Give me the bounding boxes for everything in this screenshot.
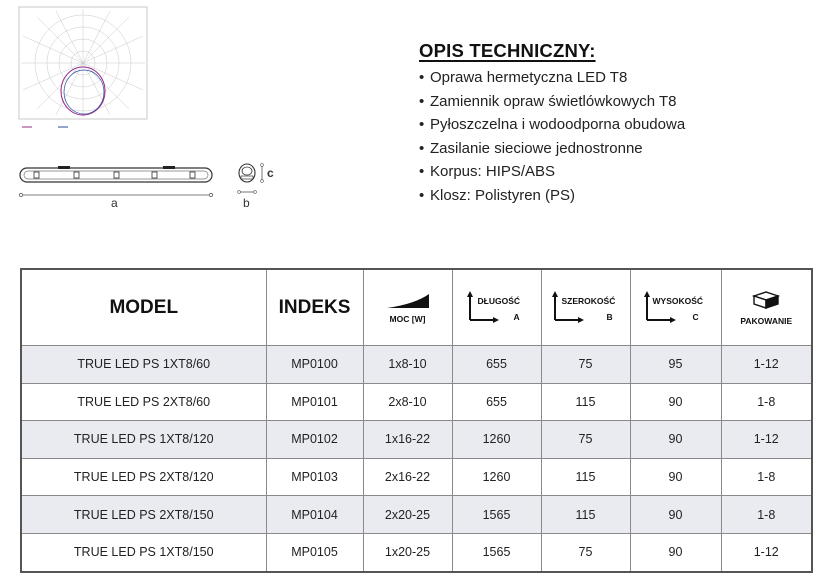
cell-power: 1x20-25: [363, 533, 452, 571]
spec-item: • Pyłoszczelna i wodoodporna obudowa: [419, 116, 686, 134]
cell-length: 1565: [452, 496, 541, 534]
product-table: [20, 268, 813, 573]
cell-index: MP0101: [266, 383, 363, 421]
header-width: SZEROKOŚĆ B: [541, 269, 630, 346]
spec-item: • Klosz: Polistyren (PS): [419, 186, 576, 204]
header-power: MOC [W]: [363, 269, 452, 346]
cell-power: 1x16-22: [363, 421, 452, 459]
cell-packing: 1-8: [721, 383, 812, 421]
cell-packing: 1-12: [721, 346, 812, 384]
header-length: DŁUGOŚĆ A: [452, 269, 541, 346]
cell-index: MP0103: [266, 458, 363, 496]
table-row: [21, 383, 812, 421]
power-ramp-icon: [385, 292, 431, 310]
table-row: [21, 421, 812, 459]
cell-height: 90: [630, 421, 721, 459]
header-model: MODEL: [21, 269, 266, 346]
cell-model: TRUE LED PS 2XT8/120: [21, 458, 266, 496]
cell-packing: 1-12: [721, 533, 812, 571]
polar-light-distribution-diagram: [18, 6, 152, 132]
spec-title: OPIS TECHNICZNY:: [419, 40, 596, 61]
header-index: INDEKS: [266, 269, 363, 346]
cell-power: 2x8-10: [363, 383, 452, 421]
table-row: [21, 458, 812, 496]
cell-model: TRUE LED PS 1XT8/60: [21, 346, 266, 384]
cell-height: 90: [630, 383, 721, 421]
spec-item: • Zamiennik opraw świetlówkowych T8: [419, 92, 677, 110]
fixture-side-view-drawing: [18, 160, 218, 210]
header-height: WYSOKOŚĆ C: [630, 269, 721, 346]
cell-height: 95: [630, 346, 721, 384]
cell-packing: 1-12: [721, 421, 812, 459]
cell-power: 2x20-25: [363, 496, 452, 534]
cell-height: 90: [630, 533, 721, 571]
spec-item: • Zasilanie sieciowe jednostronne: [419, 139, 643, 157]
cell-height: 90: [630, 458, 721, 496]
cell-length: 1260: [452, 421, 541, 459]
cell-index: MP0102: [266, 421, 363, 459]
cell-width: 75: [541, 346, 630, 384]
dimension-label-b: b: [243, 196, 250, 210]
fixture-end-view-drawing: [234, 162, 284, 212]
table-row: [21, 496, 812, 534]
cell-power: 2x16-22: [363, 458, 452, 496]
cell-model: TRUE LED PS 2XT8/150: [21, 496, 266, 534]
cell-packing: 1-8: [721, 496, 812, 534]
cell-length: 1260: [452, 458, 541, 496]
dimension-label-c: c: [267, 166, 274, 180]
spec-list: [419, 66, 809, 208]
spec-item: • Korpus: HIPS/ABS: [419, 163, 556, 181]
cell-index: MP0100: [266, 346, 363, 384]
cell-width: 115: [541, 458, 630, 496]
technical-description: [419, 40, 809, 208]
header-packing: PAKOWANIE: [721, 269, 812, 346]
cell-index: MP0105: [266, 533, 363, 571]
cell-model: TRUE LED PS 1XT8/120: [21, 421, 266, 459]
cell-power: 1x8-10: [363, 346, 452, 384]
box-icon: [751, 290, 781, 310]
cell-model: TRUE LED PS 2XT8/60: [21, 383, 266, 421]
dimension-label-a: a: [111, 196, 118, 210]
table-header-row: [21, 269, 812, 346]
cell-packing: 1-8: [721, 458, 812, 496]
cell-length: 655: [452, 383, 541, 421]
cell-width: 115: [541, 383, 630, 421]
cell-index: MP0104: [266, 496, 363, 534]
cell-width: 75: [541, 421, 630, 459]
cell-length: 655: [452, 346, 541, 384]
spec-item: • Oprawa hermetyczna LED T8: [419, 69, 628, 86]
table-row: [21, 346, 812, 384]
cell-model: TRUE LED PS 1XT8/150: [21, 533, 266, 571]
cell-width: 115: [541, 496, 630, 534]
table-row: [21, 533, 812, 571]
cell-length: 1565: [452, 533, 541, 571]
cell-height: 90: [630, 496, 721, 534]
cell-width: 75: [541, 533, 630, 571]
